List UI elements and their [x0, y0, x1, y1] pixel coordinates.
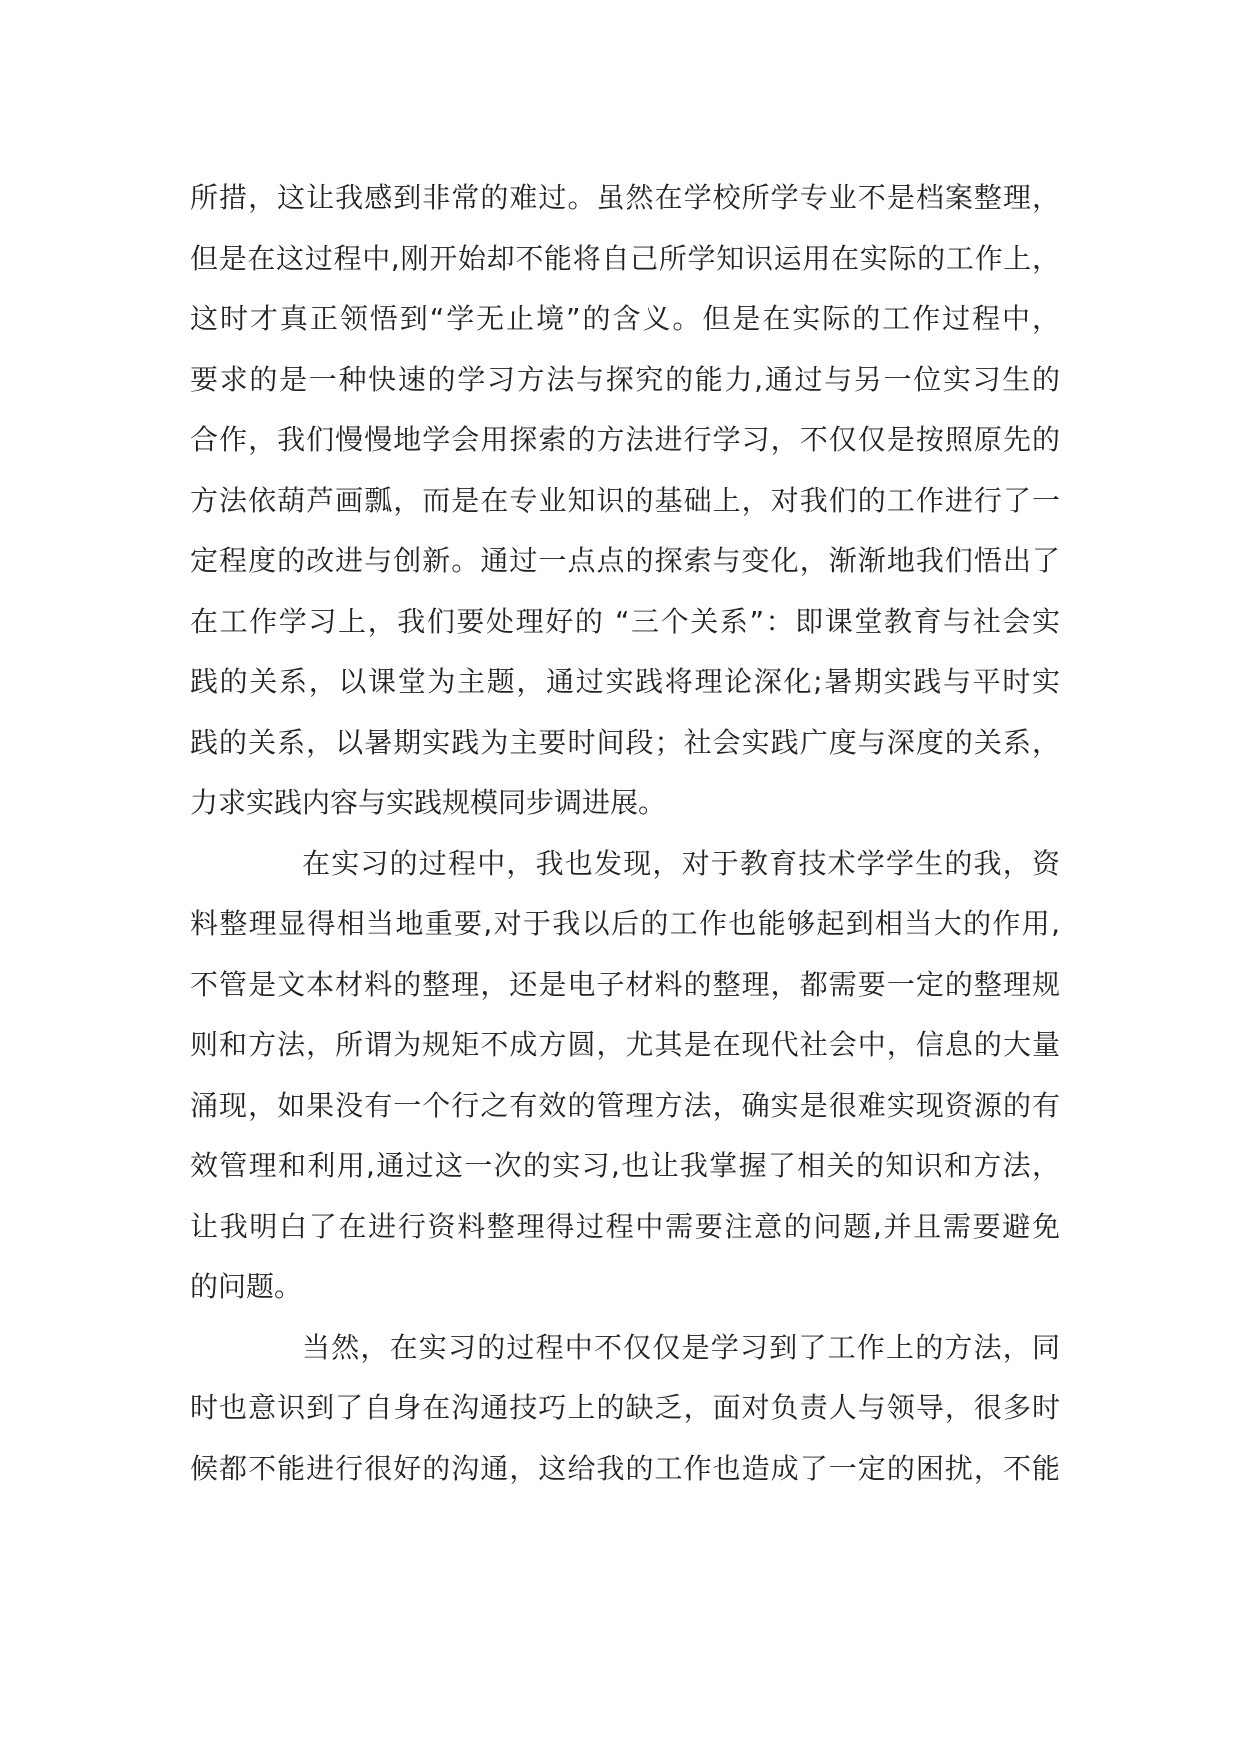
text-line: 则和方法，所谓为规矩不成方圆，尤其是在现代社会中，信息的大量	[190, 1028, 1060, 1061]
text-line: 当然，在实习的过程中不仅仅是学习到了工作上的方法，同	[302, 1330, 1060, 1364]
text-line: 合作，我们慢慢地学会用探索的方法进行学习，不仅仅是按照原先的	[190, 423, 1060, 456]
text-line: 方法依葫芦画瓢，而是在专业知识的基础上，对我们的工作进行了一	[190, 483, 1060, 517]
document-body	[190, 168, 1060, 1499]
text-line: 践的关系，以暑期实践为主要时间段；社会实践广度与深度的关系，	[190, 725, 1060, 759]
text-line: 要求的是一种快速的学习方法与探究的能力,通过与另一位实习生的	[190, 362, 1060, 396]
text-line: 力求实践内容与实践规模同步调进展。	[190, 786, 667, 819]
text-line: 效管理和利用,通过这一次的实习,也让我掌握了相关的知识和方法，	[190, 1149, 1060, 1182]
text-line: 这时才真正领悟到“学无止境”的含义。但是在实际的工作过程中，	[190, 302, 1060, 335]
text-line: 不管是文本材料的整理，还是电子材料的整理，都需要一定的整理规	[190, 967, 1060, 1001]
text-line: 料整理显得相当地重要,对于我以后的工作也能够起到相当大的作用,	[190, 907, 1060, 940]
text-line: 让我明白了在进行资料整理得过程中需要注意的问题,并且需要避免	[190, 1209, 1060, 1243]
text-line: 候都不能进行很好的沟通，这给我的工作也造成了一定的困扰，不能	[190, 1451, 1060, 1485]
text-line: 在工作学习上，我们要处理好的 “三个关系”：即课堂教育与社会实	[190, 604, 1060, 638]
text-line: 践的关系，以课堂为主题，通过实践将理论深化;暑期实践与平时实	[190, 665, 1060, 698]
text-line: 定程度的改进与创新。通过一点点的探索与变化，渐渐地我们悟出了	[190, 544, 1060, 577]
text-line: 在实习的过程中，我也发现，对于教育技术学学生的我，资	[302, 846, 1060, 880]
text-line: 但是在这过程中,刚开始却不能将自己所学知识运用在实际的工作上，	[190, 241, 1060, 275]
text-line: 时也意识到了自身在沟通技巧上的缺乏，面对负责人与领导，很多时	[190, 1391, 1060, 1424]
text-line: 的问题。	[190, 1270, 303, 1303]
text-line: 所措，这让我感到非常的难过。虽然在学校所学专业不是档案整理，	[190, 181, 1060, 214]
text-line: 涌现，如果没有一个行之有效的管理方法，确实是很难实现资源的有	[190, 1088, 1060, 1122]
